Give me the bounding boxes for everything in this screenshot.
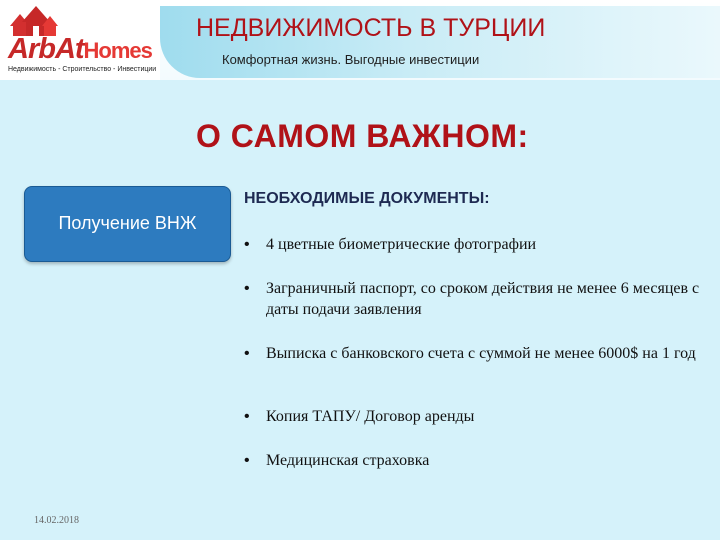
logo-wordmark bbox=[8, 34, 152, 66]
bullet-icon: • bbox=[244, 452, 250, 469]
document-item-passport bbox=[244, 278, 714, 320]
document-text: 4 цветные биометрические фотографии bbox=[266, 236, 537, 253]
footer-date: 14.02.2018 bbox=[34, 515, 79, 526]
document-text: Копия ТАПУ/ Договор аренды bbox=[266, 408, 475, 425]
header-title: НЕДВИЖИМОСТЬ В ТУРЦИИ bbox=[196, 14, 546, 42]
header-subtitle: Комфортная жизнь. Выгодные инвестиции bbox=[222, 52, 480, 67]
logo-tagline: Недвижимость - Строительство - Инвестиции bbox=[8, 66, 157, 73]
document-text: Медицинская страховка bbox=[266, 452, 430, 469]
documents-heading: НЕОБХОДИМЫЕ ДОКУМЕНТЫ: bbox=[244, 190, 490, 207]
document-item-tapu bbox=[244, 406, 714, 427]
document-item-bank-statement bbox=[244, 343, 714, 364]
logo-brand: ArbAt bbox=[8, 33, 84, 65]
residence-permit-label: Получение ВНЖ bbox=[58, 213, 197, 233]
document-text: Выписка с банковского счета с суммой не менее 6000$ на 1 год bbox=[266, 345, 696, 362]
bullet-icon: • bbox=[244, 236, 250, 253]
document-item-photos bbox=[244, 234, 714, 255]
logo bbox=[0, 0, 160, 80]
document-text: Заграничный паспорт, со сроком действия не менее 6 месяцев с даты подачи заявления bbox=[266, 280, 700, 318]
bullet-icon: • bbox=[244, 408, 250, 425]
residence-permit-card[interactable] bbox=[24, 186, 231, 262]
document-item-insurance bbox=[244, 450, 714, 471]
bullet-icon: • bbox=[244, 345, 250, 362]
logo-homes: Homes bbox=[83, 38, 152, 63]
slide-title: О САМОМ ВАЖНОМ: bbox=[196, 118, 529, 154]
bullet-icon: • bbox=[244, 280, 250, 297]
